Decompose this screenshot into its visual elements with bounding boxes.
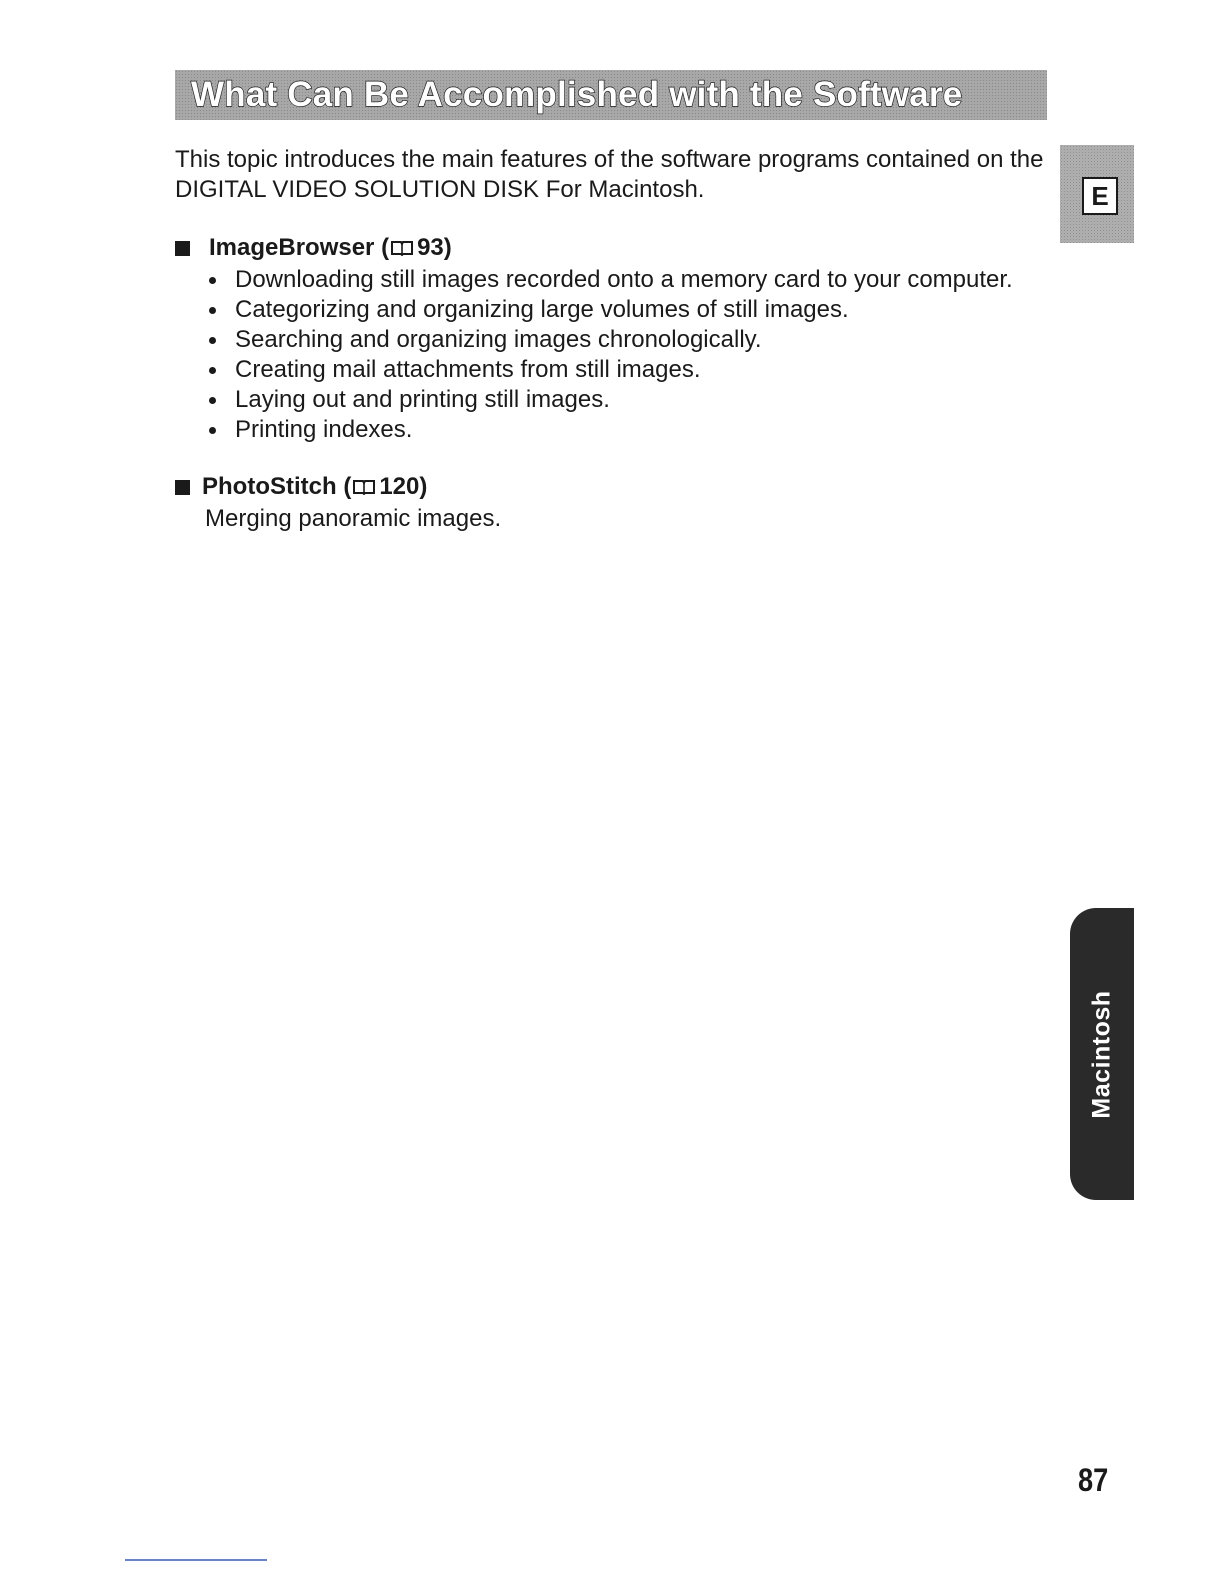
footer-rule [125,1559,267,1561]
square-bullet-icon [175,241,190,256]
intro-paragraph: This topic introduces the main features of the software programs contained on the DIGITAL VIDEO SOLUTION DISK For Macintosh. [175,146,1044,203]
language-tab-label: E [1082,177,1118,215]
bullet-dot-icon [209,397,216,404]
book-icon [391,240,413,256]
list-item: Laying out and printing still images. [205,385,1013,415]
list-item: Printing indexes. [205,415,1013,445]
page-number: 87 [1078,1462,1109,1498]
section-title-photostitch: PhotoStitch ( [202,473,352,500]
square-bullet-icon [175,480,190,495]
section-heading-imagebrowser [175,233,452,263]
section-page-ref-imagebrowser: 93) [417,234,452,261]
bullet-dot-icon [209,337,216,344]
section-title-imagebrowser: ImageBrowser ( [209,234,390,261]
book-icon [353,479,375,495]
list-item: Searching and organizing images chronologically. [205,325,1013,355]
macintosh-side-tab [1070,908,1134,1200]
bullet-dot-icon [209,307,216,314]
section-heading-photostitch [175,472,427,502]
section-page-ref-photostitch: 120) [379,473,428,500]
bullet-dot-icon [209,367,216,374]
bullet-dot-icon [209,427,216,434]
language-tab [1060,145,1134,243]
imagebrowser-feature-list [205,265,1013,445]
side-tab-label: Macintosh [1087,989,1116,1119]
photostitch-description: Merging panoramic images. [205,505,502,532]
list-item: Downloading still images recorded onto a memory card to your computer. [205,265,1013,295]
list-item: Creating mail attachments from still images. [205,355,1013,385]
list-item: Categorizing and organizing large volumes of still images. [205,295,1013,325]
page-title-bar [175,70,1047,120]
bullet-dot-icon [209,277,216,284]
page-title: What Can Be Accomplished with the Software [191,75,963,114]
